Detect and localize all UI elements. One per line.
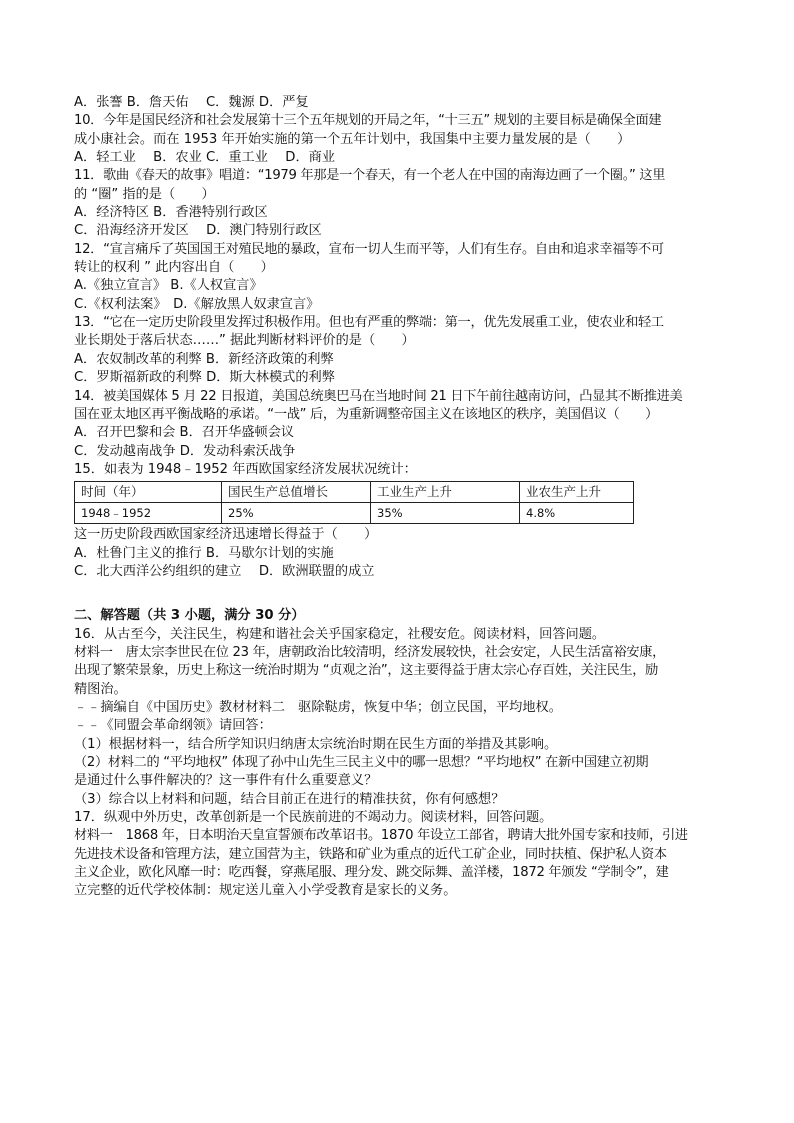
text-line: 业长期处于落后状态……” 据此判断材料评价的是（ ）: [74, 333, 415, 349]
text-line: 14．被美国媒体 5 月 22 日报道，美国总统奥巴马在当地时间 21 日下午前往越南访问，凸显其不断推进美: [74, 388, 683, 404]
text-line: C．发动越南战争 D．发动科索沃战争: [74, 443, 296, 459]
text-line: A．张謇 B．詹天佑 C．魏源 D．严复: [74, 95, 309, 110]
text-line: 16．从古至今，关注民生，构建和谐社会关乎国家稳定，社稷安危。阅读材料，回答问题。: [74, 626, 606, 642]
text-line: 的 “圈” 指的是（ ）: [74, 186, 215, 202]
text-line: 是通过什么事件解决的？这一事件有什么重要意义？: [74, 773, 378, 789]
table-header-cell: 工业生产上升: [371, 482, 520, 503]
text-line: 转让的权利 ” 此内容出自（ ）: [74, 260, 274, 276]
text-line: 12．“宣言痛斥了英国国王对殖民地的暴政，宣布一切人生而平等，人们有生存。自由和追求幸福等不可: [74, 241, 664, 257]
text-line: 成小康社会。而在 1953 年开始实施的第一个五年计划中，我国集中主要力量发展的是（ ）: [74, 131, 631, 147]
text-line: （2）材料二的 “平均地权” 体现了孙中山先生三民主义中的哪一思想？“平均地权” 在新中国建立初期: [74, 755, 649, 770]
text-line: 材料一 唐太宗李世民在位 23 年，唐朝政治比较清明，经济发展较快，社会安定，人民生活富裕安康，: [74, 644, 666, 660]
bottom-questions: [74, 626, 724, 901]
text-line: （1）根据材料一，结合所学知识归纳唐太宗统治时期在民生方面的举措及其影响。: [74, 736, 558, 752]
text-line: 立完整的近代学校体制：规定送儿童入小学受教育是家长的义务。: [74, 883, 457, 899]
text-line: A．经济特区 B．香港特别行政区: [74, 205, 268, 221]
text-line: C．北大西洋公约组织的建立 D．欧洲联盟的成立: [74, 563, 375, 579]
text-line: ﹣﹣摘编自《中国历史》教材材料二 驱除鞑虏，恢复中华；创立民国，平均地权。: [74, 699, 562, 715]
text-line: A．轻工业 B．农业 C．重工业 D．商业: [74, 150, 336, 166]
text-line: A．杜鲁门主义的推行 B．马歇尔计划的实施: [74, 545, 334, 561]
text-line: 材料一 1868 年，日本明治天皇宣誓颁布改革诏书。1870 年设立工部省，聘请大批外国专家和技师，引进: [74, 828, 688, 844]
economy-table: [74, 481, 634, 524]
text-line: 先进技术设备和管理方法，建立国营为主，铁路和矿业为重点的近代工矿企业，同时扶植、保护私人资本: [74, 846, 667, 862]
text-line: 11．歌曲《春天的故事》唱道：“1979 年那是一个春天，有一个老人在中国的南海边画了一个圈。” 这里: [74, 168, 666, 184]
text-line: 出现了繁荣景象，历史上称这一统治时期为 “贞观之治”，这主要得益于唐太宗心存百姓，关注民生，励: [74, 663, 659, 679]
section-title: 二、解答题（共 3 小题，满分 30 分）: [74, 608, 305, 624]
text-line: A．农奴制改革的利弊 B．新经济政策的利弊: [74, 351, 334, 367]
table-header-cell: 国民生产总值增长: [222, 482, 371, 503]
top-questions: [74, 94, 724, 479]
text-line: C.《权利法案》 D.《解放黑人奴隶宣言》: [74, 296, 320, 312]
table-cell: 1948﹣1952: [75, 503, 222, 524]
table-header-row: [75, 482, 634, 503]
text-line: A．召开巴黎和会 B．召开华盛顿会议: [74, 425, 295, 441]
table-cell: 4.8%: [520, 503, 634, 524]
after-table-lines: [74, 526, 724, 581]
exam-page: [74, 94, 724, 901]
text-line: A.《独立宣言》 B.《人权宣言》: [74, 278, 263, 294]
text-line: 13．“它在一定历史阶段里发挥过积极作用。但也有严重的弊端：第一，优先发展重工业，使农业和轻工: [74, 315, 664, 331]
table-header-cell: 时间（年）: [75, 482, 222, 503]
table-header-cell: 业农生产上升: [520, 482, 634, 503]
text-line: 精图治。: [74, 681, 127, 697]
text-line: 主义企业，欧化风靡一时：吃西餐，穿燕尾服、理分发、跳交际舞、盖洋楼，1872 年颁发 “学制令”，建: [74, 865, 669, 881]
text-line: 17．纵观中外历史，改革创新是一个民族前进的不竭动力。阅读材料，回答问题。: [74, 810, 553, 826]
table-row: [75, 503, 634, 524]
text-line: C．沿海经济开发区 D．澳门特别行政区: [74, 223, 322, 239]
text-line: 10．今年是国民经济和社会发展第十三个五年规划的开局之年，“十三五” 规划的主要目标是确保全面建: [74, 113, 662, 129]
table-cell: 35%: [371, 503, 520, 524]
text-line: ﹣﹣《同盟会革命纲领》请回答：: [74, 718, 272, 734]
table-cell: 25%: [222, 503, 371, 524]
text-line: C．罗斯福新政的利弊 D．斯大林模式的利弊: [74, 370, 335, 386]
text-line: 这一历史阶段西欧国家经济迅速增长得益于（ ）: [74, 527, 378, 543]
text-line: 15．如表为 1948﹣1952 年西欧国家经济发展状况统计：: [74, 461, 417, 477]
text-line: 国在亚太地区再平衡战略的承诺。“一战” 后，为重新调整帝国主义在该地区的秩序，美国倡议（ ）: [74, 406, 659, 422]
text-line: （3）综合以上材料和问题，结合目前正在进行的精准扶贫，你有何感想？: [74, 791, 505, 807]
